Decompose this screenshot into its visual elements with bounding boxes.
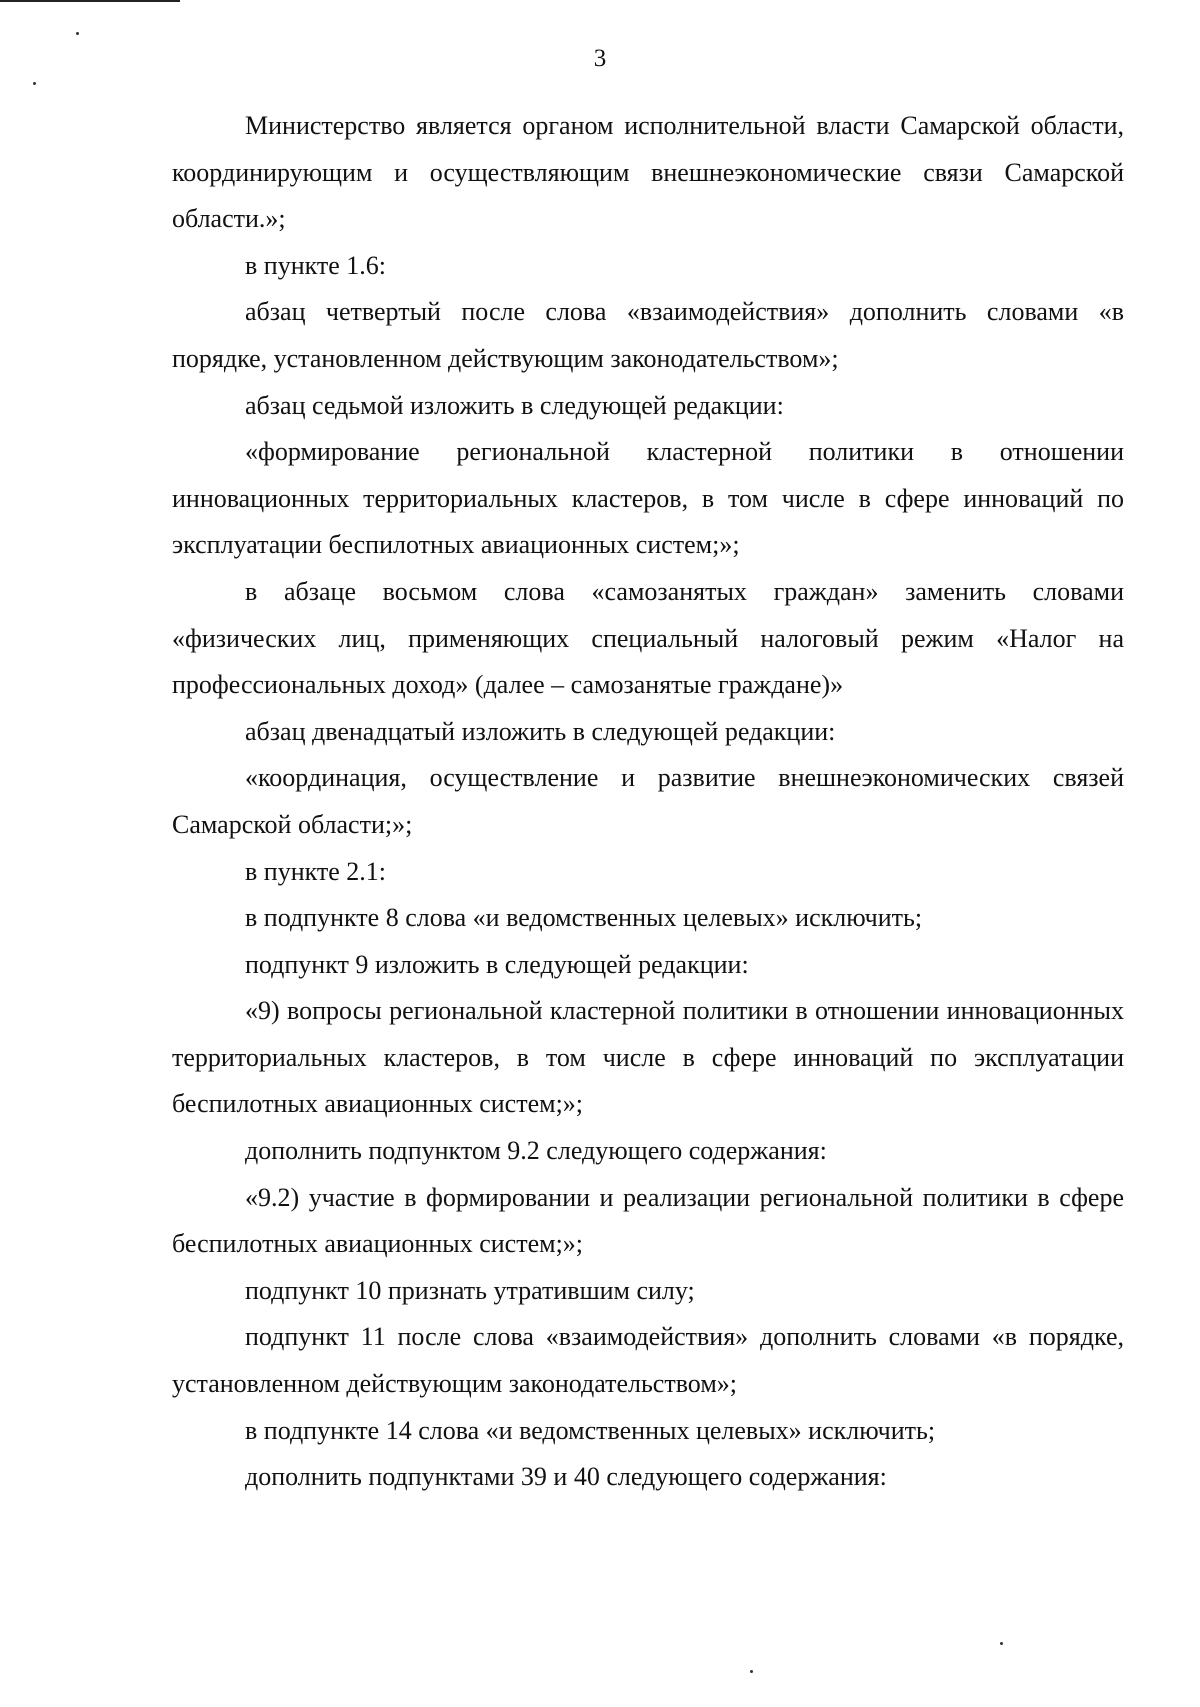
paragraph: абзац четвертый после слова «взаимодействия» дополнить словами «в порядке, установленном действующим законодательством»; (172, 297, 1124, 373)
scan-speck (750, 1670, 753, 1673)
paragraph: «координация, осуществление и развитие внешнеэкономических связей Самарской области;»; (172, 763, 1124, 839)
paragraph: абзац двенадцатый изложить в следующей редакции: (245, 716, 836, 746)
scan-speck (33, 82, 36, 85)
paragraph: подпункт 11 после слова «взаимодействия» дополнить словами «в порядке, установленном действующим законодательством»; (172, 1322, 1124, 1399)
scan-speck (1000, 1642, 1003, 1645)
paragraph: в абзаце восьмом слова «самозанятых граждан» заменить словами «физических лиц, применяющих специальный налоговый режим «Налог на профессиональных доход» (далее – самозанятые граждане)» (172, 576, 1124, 700)
page-number: 3 (593, 45, 607, 72)
document-body (172, 103, 1124, 1501)
paragraph: в подпункте 14 слова «и ведомственных целевых» исключить; (245, 1415, 936, 1445)
paragraph: дополнить подпунктами 39 и 40 следующего содержания: (245, 1462, 887, 1492)
paragraph: подпункт 9 изложить в следующей редакции: (245, 949, 749, 979)
paragraph: «9) вопросы региональной кластерной политики в отношении инновационных территориальных кластеров, в том числе в сфере инноваций по эксплуатации беспилотных авиационных систем;»; (172, 996, 1124, 1119)
paragraph: дополнить подпунктом 9.2 следующего содержания: (245, 1136, 827, 1166)
paragraph: в пункте 1.6: (245, 250, 387, 280)
paragraph: в подпункте 8 слова «и ведомственных целевых» исключить; (245, 903, 923, 933)
scan-speck (76, 32, 79, 35)
paragraph: в пункте 2.1: (245, 856, 387, 886)
paragraph: Министерство является органом исполнительной власти Самарской области, координирующим и осуществляющим внешнеэкономические связи Самарской области.»; (172, 111, 1124, 234)
scan-edge-line (0, 0, 180, 2)
paragraph: «формирование региональной кластерной политики в отношении инновационных территориальных кластеров, в том числе в сфере инноваций по эксплуатации беспилотных авиационных систем;»; (172, 437, 1124, 560)
paragraph: подпункт 10 признать утратившим силу; (245, 1275, 695, 1305)
paragraph: «9.2) участие в формировании и реализации региональной политики в сфере беспилотных авиационных систем;»; (172, 1182, 1124, 1259)
paragraph: абзац седьмой изложить в следующей редакции: (245, 390, 784, 420)
